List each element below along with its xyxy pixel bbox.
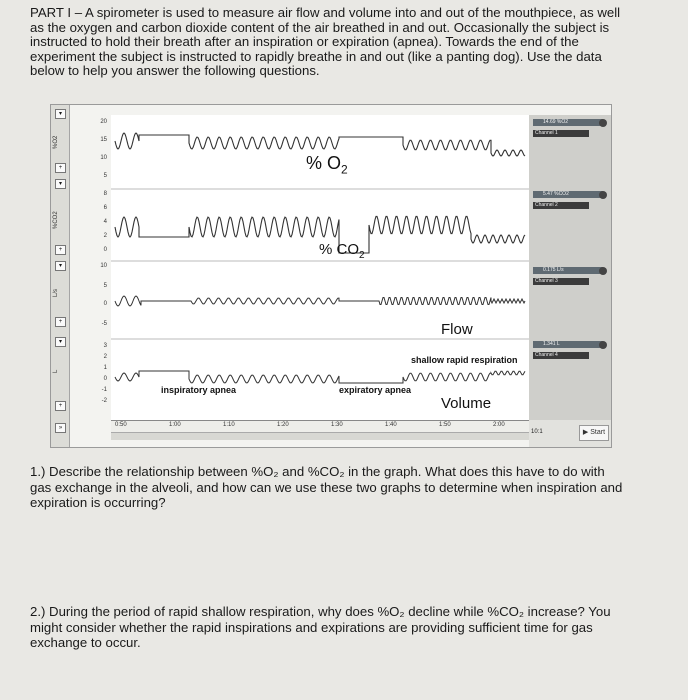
y-scales (69, 105, 111, 425)
channel-2-scale-up-icon[interactable]: + (55, 245, 66, 255)
question-line: might consider whether the rapid inspirations and expirations are providing sufficient time for gas (30, 619, 593, 635)
channel-4-menu-icon[interactable]: ▾ (55, 337, 66, 347)
question-line: 2.) During the period of rapid shallow respiration, why does %O₂ decline while %CO₂ increase? You (30, 604, 611, 619)
plot-area (111, 115, 529, 420)
channel-1-menu-icon[interactable]: ▾ (55, 109, 66, 119)
channel-3-value: 0.175 L/s (533, 267, 603, 274)
question-line: exchange to occur. (30, 635, 141, 650)
channel-2-name[interactable]: Channel 2 (533, 202, 589, 209)
o2-label: % $O_2$ (306, 153, 348, 177)
channel-2-value: 5.47 %CO2 (533, 191, 603, 198)
volume-label: Volume (441, 395, 492, 412)
zoom-ratio[interactable]: 10:1 (531, 429, 543, 435)
flow-label: Flow (441, 321, 473, 338)
time-tick: 1:30 (331, 422, 343, 428)
intro-line: PART I – A spirometer is used to measure air flow and volume into and out of the mouthpiece, as well (30, 5, 621, 20)
time-tick: 1:20 (277, 422, 289, 428)
channel-toolbar (51, 105, 70, 447)
intro-line: below to help you answer the following questions. (30, 63, 320, 79)
time-tick: 1:50 (439, 422, 451, 428)
channel-2-record-icon[interactable] (599, 191, 607, 199)
question-line: expiration is occurring? (30, 495, 166, 510)
channel-3-unit: L/s (53, 288, 59, 297)
time-tick: 1:10 (223, 422, 235, 428)
tick-label: 5 (103, 173, 107, 179)
channel-3-readout (533, 267, 603, 285)
tick-label: -1 (101, 387, 107, 393)
tick-label: 6 (103, 205, 107, 211)
channel-1-unit: %O2 (53, 135, 59, 149)
flow-trace (115, 296, 525, 306)
channel-3-scale-up-icon[interactable]: + (55, 317, 66, 327)
channel-3-record-icon[interactable] (599, 267, 607, 275)
play-icon: ▶ (582, 429, 589, 436)
tick-label: 20 (100, 119, 107, 125)
time-tick: 1:00 (169, 422, 181, 428)
channel-1-readout (533, 119, 603, 137)
tick-label: -2 (101, 398, 107, 404)
channel-1-scale-up-icon[interactable]: + (55, 163, 66, 173)
tick-label: 15 (100, 137, 107, 143)
tick-label: 2 (103, 233, 107, 239)
time-tick: 2:00 (493, 422, 505, 428)
time-tick: 0:50 (115, 422, 127, 428)
intro-line: as the oxygen and carbon dioxide content of the air breathed in and out. Occasionally the subject is (30, 19, 610, 35)
intro-paragraph (30, 6, 660, 79)
tick-label: 10 (100, 263, 107, 269)
tick-label: 0 (103, 376, 107, 382)
tick-label: 5 (103, 283, 107, 289)
record-controls (529, 420, 611, 447)
tick-label: 10 (100, 155, 107, 161)
tick-label: 4 (103, 219, 107, 225)
tick-label: -5 (101, 321, 107, 327)
channel-2-unit: %CO2 (53, 211, 59, 229)
channel-3-name[interactable]: Channel 3 (533, 278, 589, 285)
channel-1-value: 14.69 %O2 (533, 119, 603, 126)
tick-label: 2 (103, 354, 107, 360)
scroll-arrow-icon[interactable]: » (55, 423, 66, 433)
co2-label: % $CO_2$ (319, 241, 365, 261)
expiratory-apnea-label: expiratory apnea (339, 385, 412, 395)
tick-label: 0 (103, 247, 107, 253)
channel-4-scale-up-icon[interactable]: + (55, 401, 66, 411)
time-tick: 1:40 (385, 422, 397, 428)
tick-label: 0 (103, 301, 107, 307)
tick-label: 8 (103, 191, 107, 197)
shallow-respiration-label: shallow rapid respiration (411, 355, 518, 365)
start-button[interactable] (579, 425, 609, 441)
start-label: Start (590, 429, 606, 436)
channel-4-record-icon[interactable] (599, 341, 607, 349)
channel-4-name[interactable]: Channel 4 (533, 352, 589, 359)
channel-2-readout (533, 191, 603, 209)
channel-1-record-icon[interactable] (599, 119, 607, 127)
horizontal-scrollbar[interactable] (111, 432, 529, 440)
channel-3-menu-icon[interactable]: ▾ (55, 261, 66, 271)
tick-label: 3 (103, 343, 107, 349)
channel-readout-panel (529, 115, 611, 420)
volume-trace (115, 371, 525, 383)
channel-4-readout (533, 341, 603, 359)
intro-line: instructed to hold their breath after an inspiration or expiration (apnea). Towards the end of the (30, 34, 579, 50)
inspiratory-apnea-label: inspiratory apnea (161, 385, 237, 395)
question-2 (30, 604, 660, 651)
intro-line: experiment the subject is instructed to rapidly breathe in and out (like a panting dog). Use the data (30, 48, 602, 64)
channel-4-unit: L (53, 369, 59, 373)
question-line: gas exchange in the alveoli, and how can we use these two graphs to determine when inspiration and (30, 479, 623, 495)
tick-label: 1 (103, 365, 107, 371)
spirometer-window (50, 104, 612, 448)
question-line: 1.) Describe the relationship between %O₂ and %CO₂ in the graph. What does this have to do with (30, 464, 605, 479)
channel-1-name[interactable]: Channel 1 (533, 130, 589, 137)
channel-4-value: 1.341 L (533, 341, 603, 348)
question-1 (30, 464, 660, 511)
channel-2-menu-icon[interactable]: ▾ (55, 179, 66, 189)
